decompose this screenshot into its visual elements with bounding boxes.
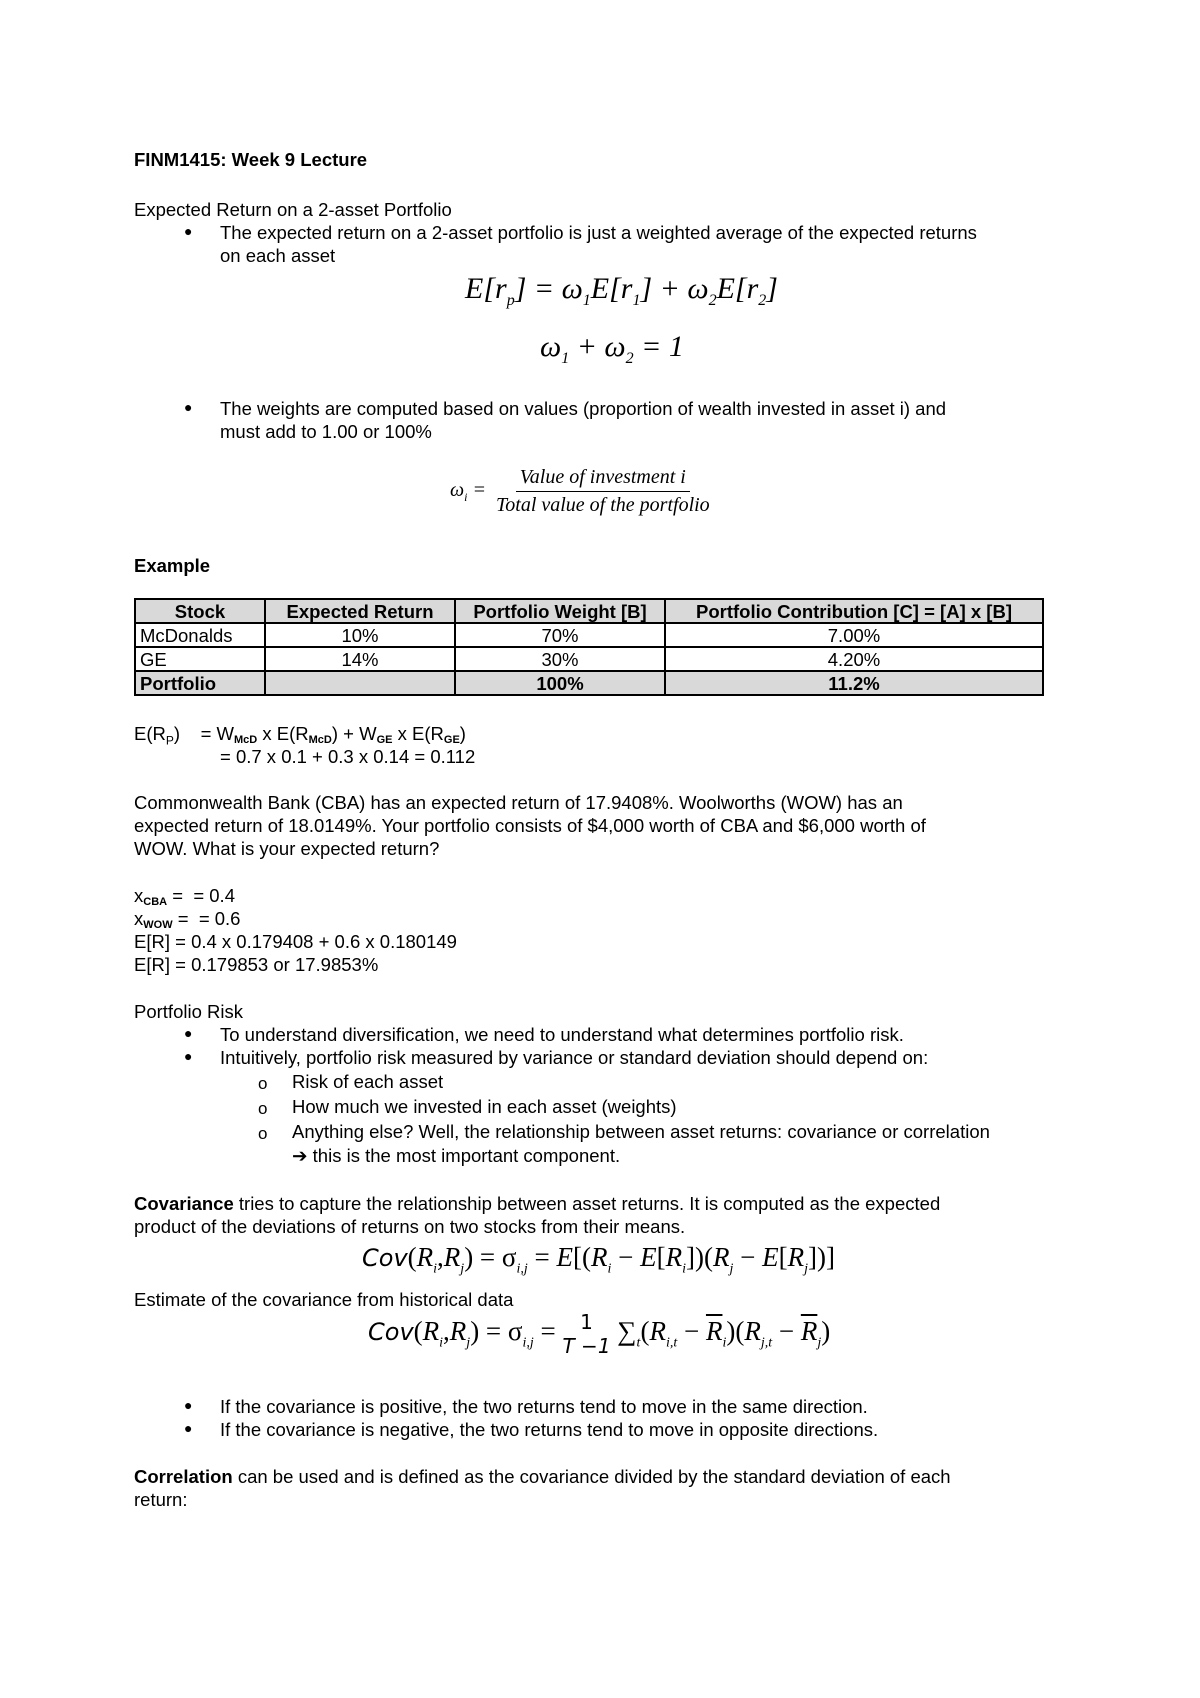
- expected-return-formula: $E[r_p] = \omega_1E[r_1] + \omega_2E[r_2]$: [465, 272, 778, 309]
- cba-paragraph-line: WOW. What is your expected return?: [134, 838, 440, 859]
- table-cell: 11.2%: [665, 671, 1043, 695]
- weights-sum-formula: $\omega_1 + \omega_2 = 1$: [540, 330, 684, 367]
- correlation-term: Correlation: [134, 1466, 233, 1487]
- bullet-text: The expected return on a 2-asset portfolio is just a weighted average of the expected returns: [220, 222, 977, 243]
- section-heading-expected-return: Expected Return on a 2-asset Portfolio: [134, 199, 452, 220]
- bullet-icon: ●: [184, 1397, 193, 1413]
- bullet-text: The weights are computed based on values (proportion of wealth invested in asset i) and: [220, 398, 947, 419]
- circle-bullet-icon: o: [258, 1099, 268, 1118]
- table-cell: [265, 671, 455, 695]
- bullet-icon: ●: [184, 399, 193, 415]
- table-cell: 7.00%: [665, 623, 1043, 647]
- x-cba-line: $x_{CBA}$ = = 0.4: [134, 885, 235, 908]
- correlation-paragraph-line: [134, 1465, 951, 1488]
- estimate-label: Estimate of the covariance from historical data: [134, 1289, 514, 1310]
- correlation-definition: can be used and is defined as the covariance divided by the standard deviation of each: [237, 1466, 951, 1487]
- portfolio-return-equation: $E(R_P)$ = $W_{McD}$ x $E(R_{McD}) + W_{GE}$ x $E(R_{GE})$: [134, 723, 466, 748]
- table-cell: Portfolio: [135, 671, 265, 695]
- sub-bullet-continued-label: this is the most important component.: [312, 1145, 621, 1166]
- bullet-text-continued: on each asset: [220, 245, 336, 266]
- table-cell: 70%: [455, 623, 665, 647]
- correlation-paragraph-line: return:: [134, 1489, 188, 1510]
- bullet-icon: ●: [184, 1048, 193, 1064]
- circle-bullet-icon: o: [258, 1074, 268, 1093]
- covariance-term: Covariance: [134, 1193, 234, 1214]
- bullet-text: If the covariance is positive, the two returns tend to move in the same direction.: [220, 1396, 868, 1417]
- right-arrow-icon: ➔: [292, 1145, 308, 1166]
- table-header-cell: Stock: [135, 599, 265, 623]
- circle-bullet-icon: o: [258, 1124, 268, 1143]
- x-wow-value: = 0.6: [198, 908, 241, 929]
- table-cell: McDonalds: [135, 623, 265, 647]
- covariance-formula: $Cov(R_i,R_j) = \sigma_{i,j} = E[(R_i - E[R_i])(R_j - E[R_j])]$: [362, 1242, 835, 1277]
- weight-numerator: Value of investment i: [516, 466, 690, 492]
- table-header-cell: Expected Return: [265, 599, 455, 623]
- table-cell: 100%: [455, 671, 665, 695]
- table-cell: GE: [135, 647, 265, 671]
- table-row: [135, 623, 1043, 647]
- bullet-text-continued: must add to 1.00 or 100%: [220, 421, 432, 442]
- sub-bullet-text-continued: [292, 1144, 620, 1167]
- er-result-line: E[R] = 0.179853 or 17.9853%: [134, 954, 379, 975]
- table-cell: 30%: [455, 647, 665, 671]
- example-table: [134, 598, 1044, 696]
- sub-bullet-text: Risk of each asset: [292, 1071, 444, 1092]
- sample-covariance-formula: $Cov(R_i,R_j) = \sigma_{i,j}$ = 1 T −1 $\sum_t(R_{i,t} - \overline{R}_i)(R_{j,t} - \overline{R}_j)$: [368, 1310, 831, 1358]
- weight-formula: $\omega_i$ = $\frac{\text{Value of investment i}}{\text{Total value of the portfolio}}$: [450, 466, 714, 517]
- x-cba-value: = 0.4: [193, 885, 235, 906]
- portfolio-return-calc: = 0.7 x 0.1 + 0.3 x 0.14 = 0.112: [220, 746, 476, 767]
- covariance-paragraph-line: [134, 1192, 940, 1215]
- covariance-paragraph-line: product of the deviations of returns on two stocks from their means.: [134, 1216, 686, 1237]
- table-cell: 4.20%: [665, 647, 1043, 671]
- table-total-row: [135, 671, 1043, 695]
- bullet-icon: ●: [184, 1025, 193, 1041]
- example-heading: Example: [134, 555, 211, 576]
- er-calc-line: E[R] = 0.4 x 0.179408 + 0.6 x 0.180149: [134, 931, 457, 952]
- cba-paragraph-line: Commonwealth Bank (CBA) has an expected return of 17.9408%. Woolworths (WOW) has an: [134, 792, 903, 813]
- bullet-text: Intuitively, portfolio risk measured by variance or standard deviation should depend on:: [220, 1047, 929, 1068]
- covariance-definition: tries to capture the relationship between asset returns. It is computed as the expected: [238, 1193, 941, 1214]
- weight-denominator: Total value of the portfolio: [495, 494, 710, 516]
- table-cell: 14%: [265, 647, 455, 671]
- table-header-cell: Portfolio Contribution [C] = [A] x [B]: [665, 599, 1043, 623]
- sub-bullet-text: How much we invested in each asset (weights): [292, 1096, 677, 1117]
- table-header-row: [135, 599, 1043, 623]
- bullet-icon: ●: [184, 1420, 193, 1436]
- table-row: [135, 647, 1043, 671]
- table-header-cell: Portfolio Weight [B]: [455, 599, 665, 623]
- portfolio-risk-heading: Portfolio Risk: [134, 1001, 243, 1022]
- cba-paragraph-line: expected return of 18.0149%. Your portfolio consists of $4,000 worth of CBA and $6,000 worth of: [134, 815, 926, 836]
- bullet-text: To understand diversification, we need to understand what determines portfolio risk.: [220, 1024, 904, 1045]
- sub-bullet-text: Anything else? Well, the relationship between asset returns: covariance or correlation: [292, 1121, 990, 1142]
- bullet-text: If the covariance is negative, the two returns tend to move in opposite directions.: [220, 1419, 879, 1440]
- table-cell: 10%: [265, 623, 455, 647]
- x-wow-line: $x_{WOW}$ = = 0.6: [134, 908, 241, 931]
- page-title: FINM1415: Week 9 Lecture: [134, 149, 368, 170]
- bullet-icon: ●: [184, 223, 193, 239]
